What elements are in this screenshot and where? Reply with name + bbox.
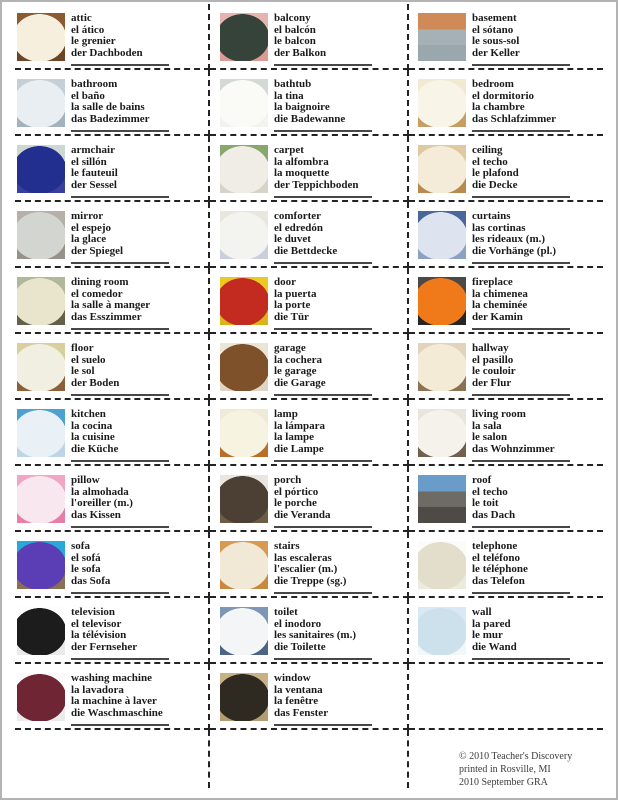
write-line [472,64,570,66]
word-spanish: el dormitorio [472,89,535,102]
word-spanish: el balcón [274,23,316,36]
word-english: bathroom [71,78,118,90]
copyright-block [409,730,603,789]
word-german: der Keller [472,46,520,59]
write-line [71,526,169,528]
vocab-card-roof [409,466,603,532]
vocab-card-porch [210,466,409,532]
washing-machine-photo [17,673,65,721]
word-list [71,13,208,68]
word-german: der Kamin [472,310,523,323]
telephone-photo [418,541,466,589]
word-list [274,475,407,530]
write-line [472,130,570,132]
word-english: carpet [274,144,304,156]
vocab-card-wall [409,598,603,664]
write-line [274,394,372,396]
word-spanish: el pórtico [274,485,319,498]
vocab-card-attic [15,4,210,70]
word-list [274,541,407,596]
word-spanish: el sótano [472,23,514,36]
word-english: washing machine [71,672,152,684]
word-german: der Fernseher [71,640,138,653]
word-german: das Badezimmer [71,112,150,125]
write-line [71,394,169,396]
porch-photo [220,475,268,523]
dining-room-photo [17,277,65,325]
word-french: le téléphone [472,563,528,575]
write-line [71,724,169,726]
sofa-photo [17,541,65,589]
write-line [71,328,169,330]
word-german: der Teppichboden [274,178,359,191]
word-list [472,145,603,200]
word-spanish: la cochera [274,353,322,366]
word-list [274,607,407,662]
word-german: die Bettdecke [274,244,338,257]
word-english: telephone [472,540,518,552]
word-french: le porche [274,497,317,509]
word-french: l'oreiller (m.) [71,497,133,509]
cards-grid [15,4,603,788]
vocab-card-sofa [15,532,210,598]
word-german: der Sessel [71,178,117,191]
word-spanish: el teléfono [472,551,520,564]
word-english: bedroom [472,78,514,90]
vocab-card-lamp [210,400,409,466]
write-line [274,328,372,330]
write-line [274,592,372,594]
word-english: door [274,276,296,288]
vocab-card-bathtub [210,70,409,136]
word-german: die Toilette [274,640,326,653]
word-list [472,541,603,596]
word-french: les rideaux (m.) [472,233,546,245]
word-english: roof [472,474,492,486]
word-german: das Sofa [71,574,111,587]
word-spanish: el baño [71,89,105,102]
word-english: living room [472,408,526,420]
carpet-photo [220,145,268,193]
word-english: comforter [274,210,322,222]
word-french: le sofa [71,563,101,575]
word-spanish: la ventana [274,683,323,696]
word-french: le sous-sol [472,35,520,47]
word-english: hallway [472,342,509,354]
wall-photo [418,607,466,655]
word-spanish: el espejo [71,221,112,234]
write-line [472,262,570,264]
word-list [71,475,208,530]
word-list [472,13,603,68]
window-photo [220,673,268,721]
word-french: la machine à laver [71,695,157,707]
word-french: le garage [274,365,317,377]
empty-cell [15,730,210,788]
write-line [274,130,372,132]
copyright-line-2: printed in Rosville, MI [459,764,551,775]
comforter-photo [220,211,268,259]
fireplace-photo [418,277,466,325]
word-list [71,673,208,728]
word-french: la cheminée [472,299,528,311]
write-line [274,64,372,66]
word-spanish: la cocina [71,419,113,432]
vocab-card-dining-room [15,268,210,334]
word-french: la télévision [71,629,127,641]
vocab-card-floor [15,334,210,400]
word-german: der Flur [472,376,512,389]
bathroom-photo [17,79,65,127]
word-spanish: la sala [472,419,502,432]
vocab-card-bedroom [409,70,603,136]
word-english: pillow [71,474,100,486]
word-french: le couloir [472,365,516,377]
word-english: floor [71,342,94,354]
word-german: die Tür [274,310,309,323]
word-english: porch [274,474,302,486]
write-line [472,526,570,528]
vocab-card-curtains [409,202,603,268]
write-line [71,196,169,198]
roof-photo [418,475,466,523]
write-line [472,328,570,330]
word-list [274,145,407,200]
word-german: die Garage [274,376,326,389]
word-list [472,343,603,398]
word-french: la cuisine [71,431,115,443]
living-room-photo [418,409,466,457]
word-german: das Esszimmer [71,310,142,323]
vocab-card-living-room [409,400,603,466]
word-spanish: el sofá [71,551,101,564]
vocab-card-garage [210,334,409,400]
vocab-card-comforter [210,202,409,268]
word-english: armchair [71,144,115,156]
vocab-card-mirror [15,202,210,268]
word-list [71,343,208,398]
word-german: der Boden [71,376,120,389]
word-english: fireplace [472,276,513,288]
empty-cell [210,730,409,788]
word-german: der Balkon [274,46,327,59]
word-english: window [274,672,311,684]
attic-photo [17,13,65,61]
ceiling-photo [418,145,466,193]
word-french: la baignoire [274,101,330,113]
write-line [274,196,372,198]
word-list [274,409,407,464]
word-german: das Dach [472,508,516,521]
write-line [274,526,372,528]
word-list [71,409,208,464]
television-photo [17,607,65,655]
vocab-card-hallway [409,334,603,400]
word-english: television [71,606,115,618]
word-list [274,343,407,398]
word-french: les sanitaires (m.) [274,629,356,641]
word-german: die Waschmaschine [71,706,163,719]
bathtub-photo [220,79,268,127]
word-french: la salle à manger [71,299,151,311]
word-list [472,607,603,662]
lamp-photo [220,409,268,457]
word-german: die Veranda [274,508,331,521]
empty-cell [409,664,603,730]
word-spanish: la pared [472,617,511,630]
word-spanish: el sillón [71,155,107,168]
word-french: la moquette [274,167,330,179]
armchair-photo [17,145,65,193]
word-spanish: el techo [472,155,508,168]
vocab-card-toilet [210,598,409,664]
word-list [274,277,407,332]
word-english: garage [274,342,306,354]
word-spanish: la almohada [71,485,129,498]
word-english: balcony [274,12,311,24]
vocab-card-balcony [210,4,409,70]
write-line [274,460,372,462]
word-list [472,409,603,464]
word-spanish: la alfombra [274,155,329,168]
vocab-card-stairs [210,532,409,598]
word-french: le grenier [71,35,116,47]
word-french: la chambre [472,101,525,113]
word-german: die Lampe [274,442,324,455]
word-german: die Badewanne [274,112,346,125]
curtains-photo [418,211,466,259]
vocab-card-television [15,598,210,664]
word-french: l'escalier (m.) [274,563,338,575]
write-line [472,460,570,462]
write-line [71,460,169,462]
word-spanish: el suelo [71,353,106,366]
word-french: le salon [472,431,508,443]
word-german: der Dachboden [71,46,143,59]
word-list [71,541,208,596]
write-line [71,130,169,132]
word-german: der Spiegel [71,244,124,257]
write-line [71,64,169,66]
word-french: le duvet [274,233,311,245]
word-list [274,673,407,728]
word-french: la glace [71,233,107,245]
pillow-photo [17,475,65,523]
vocab-card-ceiling [409,136,603,202]
bedroom-photo [418,79,466,127]
word-list [472,79,603,134]
vocab-card-armchair [15,136,210,202]
door-photo [220,277,268,325]
word-english: wall [472,606,492,618]
word-german: das Schlafzimmer [472,112,557,125]
word-french: le balcon [274,35,316,47]
word-english: basement [472,12,517,24]
word-spanish: la chimenea [472,287,528,300]
word-french: la fenêtre [274,695,319,707]
kitchen-photo [17,409,65,457]
word-english: dining room [71,276,129,288]
word-list [71,277,208,332]
word-spanish: la tina [274,89,304,102]
word-list [274,13,407,68]
write-line [472,394,570,396]
word-list [71,211,208,266]
vocab-card-door [210,268,409,334]
word-english: kitchen [71,408,106,420]
vocab-card-window [210,664,409,730]
floor-photo [17,343,65,391]
write-line [472,658,570,660]
word-french: le toit [472,497,499,509]
write-line [274,658,372,660]
word-list [472,277,603,332]
word-french: le plafond [472,167,519,179]
write-line [274,724,372,726]
word-spanish: el pasillo [472,353,514,366]
word-german: die Vorhänge (pl.) [472,244,557,257]
word-list [71,607,208,662]
word-english: stairs [274,540,300,552]
copyright-line-1: © 2010 Teacher's Discovery [459,751,573,762]
balcony-photo [220,13,268,61]
word-french: le mur [472,629,503,641]
word-list [71,79,208,134]
word-english: toilet [274,606,298,618]
write-line [71,262,169,264]
word-spanish: el ático [71,23,105,36]
word-list [472,211,603,266]
word-german: die Wand [472,640,517,653]
vocab-card-pillow [15,466,210,532]
word-english: attic [71,12,92,24]
word-french: le fauteuil [71,167,118,179]
mirror-photo [17,211,65,259]
stairs-photo [220,541,268,589]
word-english: bathtub [274,78,312,90]
word-german: die Küche [71,442,119,455]
word-english: curtains [472,210,511,222]
vocab-card-basement [409,4,603,70]
word-english: mirror [71,210,104,222]
word-german: das Kissen [71,508,121,521]
copyright-line-3: 2010 September GRA [459,777,548,788]
word-german: die Treppe (sg.) [274,574,347,587]
word-spanish: la lavadora [71,683,124,696]
word-list [71,145,208,200]
toilet-photo [220,607,268,655]
word-spanish: el comedor [71,287,123,300]
word-french: le sol [71,365,95,377]
word-spanish: el techo [472,485,508,498]
word-german: die Decke [472,178,518,191]
word-french: la lampe [274,431,315,443]
vocab-card-carpet [210,136,409,202]
word-spanish: el edredón [274,221,323,234]
write-line [472,196,570,198]
word-german: das Wohnzimmer [472,442,555,455]
hallway-photo [418,343,466,391]
word-french: la salle de bains [71,101,145,113]
word-english: ceiling [472,144,503,156]
word-spanish: las escaleras [274,551,332,564]
word-french: la porte [274,299,311,311]
word-spanish: el inodoro [274,617,322,630]
garage-photo [220,343,268,391]
word-list [472,475,603,530]
vocab-card-kitchen [15,400,210,466]
vocab-card-bathroom [15,70,210,136]
word-german: das Telefon [472,574,525,587]
write-line [71,658,169,660]
vocab-card-fireplace [409,268,603,334]
vocab-card-washing-machine [15,664,210,730]
word-list [274,79,407,134]
word-german: das Fenster [274,706,329,719]
word-spanish: la puerta [274,287,317,300]
write-line [274,262,372,264]
write-line [472,592,570,594]
vocab-card-telephone [409,532,603,598]
write-line [71,592,169,594]
word-spanish: la lámpara [274,419,326,432]
word-list [274,211,407,266]
word-english: lamp [274,408,298,420]
word-spanish: las cortinas [472,221,526,234]
footer-cell [409,730,603,788]
basement-photo [418,13,466,61]
word-spanish: el televisor [71,617,122,630]
word-english: sofa [71,540,90,552]
